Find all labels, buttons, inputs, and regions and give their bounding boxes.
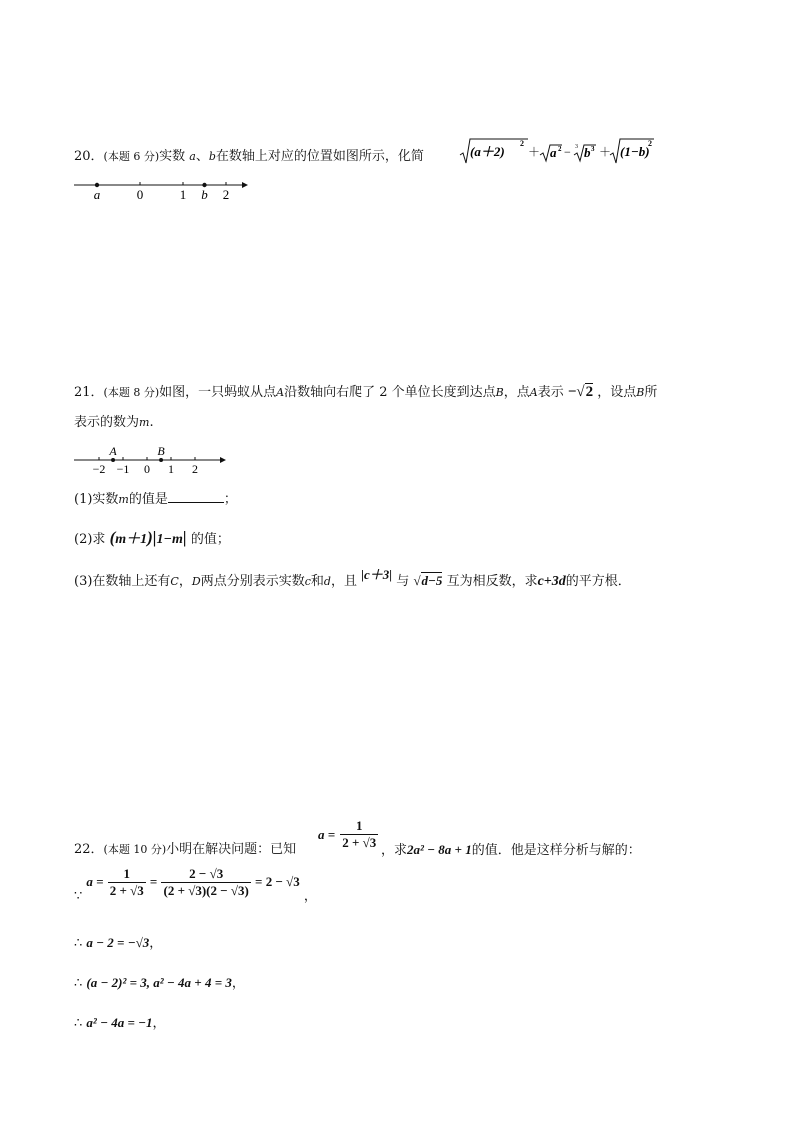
q21-sub2 — [74, 530, 230, 548]
q21-point-c: C — [170, 575, 179, 588]
q21-line1-e: ，设点 — [597, 385, 637, 400]
axis-point-label: B — [157, 444, 165, 458]
q21-sub1-m: m — [118, 493, 129, 506]
q22-step1-end: ， — [303, 889, 317, 904]
q22-step3 — [74, 972, 245, 991]
q21-sub2-expr: (m＋1)|1−m| — [109, 528, 187, 547]
q21-sub1-b: 的值是 — [128, 492, 168, 507]
axis-point — [111, 458, 115, 462]
q21-point-b2: B — [636, 386, 645, 399]
axis-label: b — [201, 187, 208, 202]
axis-arrow-icon — [220, 457, 226, 463]
q20-var-a: a — [189, 150, 196, 163]
q21-sub3-b: 两点分别表示实数 — [200, 574, 305, 589]
q21-sub1-c: ； — [223, 492, 237, 507]
q21-sub3-e: 与 — [396, 574, 410, 589]
q20-score: (本题 6 分) — [103, 150, 160, 163]
q22-fraction — [340, 818, 378, 851]
svg-text:＋: ＋ — [599, 145, 612, 159]
axis-point-label: A — [109, 444, 117, 458]
axis-point — [159, 458, 163, 462]
q22-step2-end: ， — [149, 936, 163, 951]
q22-number: 22． — [74, 842, 104, 857]
q22-text-a: 小明在解决问题：已知 — [166, 842, 297, 857]
axis-label: 1 — [179, 187, 187, 202]
q21-line1-a: 如图，一只蚂蚁从点 — [159, 385, 277, 400]
svg-text:(1−b): (1−b) — [620, 144, 650, 159]
q21-sub1 — [74, 490, 237, 508]
svg-text:2: 2 — [648, 139, 652, 148]
q22-step1-num1: 1 — [108, 866, 146, 883]
q21-comma: ， — [178, 574, 192, 589]
q21-sub2-b: 的值； — [190, 532, 230, 547]
q22-expr: 2a² − 8a + 1 — [407, 842, 472, 857]
q21-sub3-f: 互为相反数，求 — [446, 574, 538, 589]
q21-target-expr: c+3d — [537, 574, 566, 589]
q21-sub3-a: (3)在数轴上还有 — [74, 574, 171, 589]
q21-var-c: c — [304, 575, 311, 588]
q22-step1-lhs: a = — [86, 874, 104, 889]
q21-number: 21． — [74, 385, 104, 400]
q20-text2: 在数轴上对应的位置如图所示，化简 — [215, 149, 424, 164]
q21-sub1-a: (1)实数 — [74, 492, 119, 507]
axis-label: −1 — [116, 462, 130, 476]
q22-step1-den2: (2 + √3)(2 − √3) — [163, 883, 249, 898]
q21-point-b: B — [495, 386, 504, 399]
q20-var-b: b — [208, 150, 216, 163]
q21-var-m: m — [139, 416, 150, 429]
q21-line2-b: . — [149, 415, 154, 430]
axis-label: 2 — [192, 462, 198, 476]
axis-arrow-icon — [242, 182, 248, 188]
q22-a-eq: a = — [318, 827, 336, 842]
q22-step1: ∵ a = $\frac{1}{2 + √3}$ = $\frac{2 - √3}{(2 + √3)(2 - √3)}$ = 2 − √3 ， — [74, 866, 317, 904]
q21-sub3-d: ，且 — [330, 574, 357, 589]
svg-text:3: 3 — [575, 144, 578, 150]
q21-line1-b: 沿数轴向右爬了 2 个单位长度到达点 — [284, 385, 496, 400]
question-21-line1 — [74, 384, 657, 401]
q21-abs-expr: |c＋3| — [361, 567, 393, 582]
q22-text-b: ，求 — [381, 843, 408, 858]
svg-text:−: − — [564, 145, 571, 159]
q21-number-line — [70, 440, 230, 476]
question-22 — [74, 842, 296, 858]
q21-point-d: D — [191, 575, 201, 588]
svg-text:＋: ＋ — [528, 145, 541, 159]
axis-label: 0 — [144, 462, 150, 476]
q20-sep: 、 — [195, 149, 209, 164]
q22-frac-num: 1 — [340, 818, 378, 835]
q21-line1-f: 所 — [644, 385, 658, 400]
q21-line1-d: 表示 — [537, 385, 564, 400]
q21-minus-sqrt2: −√2 — [567, 384, 594, 400]
axis-label: 0 — [136, 187, 144, 202]
q21-point-a2: A — [529, 386, 538, 399]
q22-step3-expr: (a − 2)² = 3, a² − 4a + 4 = 3 — [86, 975, 232, 990]
q22-step1-num2: 2 − √3 — [161, 866, 250, 883]
axis-label: −2 — [92, 462, 106, 476]
axis-label: a — [93, 187, 101, 202]
q21-point-a: A — [276, 386, 285, 399]
q20-expression-svg — [458, 136, 658, 166]
q20-expression — [458, 136, 658, 170]
svg-text:3: 3 — [591, 145, 595, 153]
axis-label: 2 — [222, 187, 230, 202]
q22-score: (本题 10 分) — [103, 843, 167, 856]
svg-text:b: b — [584, 145, 591, 160]
q22-step4-end: ， — [152, 1016, 166, 1031]
q22-line1-rest — [381, 842, 641, 859]
q21-score: (本题 8 分) — [103, 386, 160, 399]
svg-text:2: 2 — [558, 145, 562, 153]
q21-sub2-a: (2)求 — [74, 532, 106, 547]
q22-step1-frac1 — [108, 866, 146, 899]
therefore-symbol: ∴ — [74, 1016, 83, 1031]
question-20 — [74, 149, 424, 165]
q21-line1-c: ，点 — [503, 385, 530, 400]
q22-frac-den: 2 + √3 — [342, 835, 377, 850]
q22-step4-expr: a² − 4a = −1 — [86, 1015, 153, 1030]
q21-sub3-c: 和 — [310, 574, 324, 589]
question-21-line2 — [74, 415, 154, 431]
q22-step1-frac2 — [161, 866, 250, 899]
therefore-symbol: ∴ — [74, 936, 83, 951]
q22-step4 — [74, 1012, 166, 1031]
axis-label: 1 — [168, 462, 174, 476]
q22-step2 — [74, 932, 162, 951]
axis-point — [95, 183, 99, 187]
q21-sqrt-expr: √d−5 — [413, 573, 443, 588]
q21-var-d: d — [323, 575, 331, 588]
svg-text:a: a — [550, 145, 557, 160]
axis-point — [202, 183, 206, 187]
svg-text:2: 2 — [520, 139, 524, 148]
q22-step3-end: ， — [231, 976, 245, 991]
because-symbol: ∵ — [74, 889, 83, 904]
q22-step2-expr: a − 2 = −√3 — [86, 935, 150, 950]
q22-step1-rhs: = 2 − √3 — [255, 874, 300, 889]
q21-line2-a: 表示的数为 — [74, 415, 140, 430]
therefore-symbol: ∴ — [74, 976, 83, 991]
q20-number-line — [70, 174, 250, 204]
q21-sub3-g: 的平方根． — [565, 574, 631, 589]
q22-given-fraction — [318, 818, 378, 851]
q20-number: 20． — [74, 149, 104, 164]
answer-blank[interactable] — [168, 490, 224, 503]
q21-sub3 — [74, 567, 631, 590]
q22-step1-den1: 2 + √3 — [109, 883, 144, 898]
q20-text: 实数 — [159, 149, 186, 164]
q22-text-c: 的值．他是这样分析与解的： — [471, 843, 641, 858]
svg-text:(a＋2): (a＋2) — [470, 144, 505, 159]
